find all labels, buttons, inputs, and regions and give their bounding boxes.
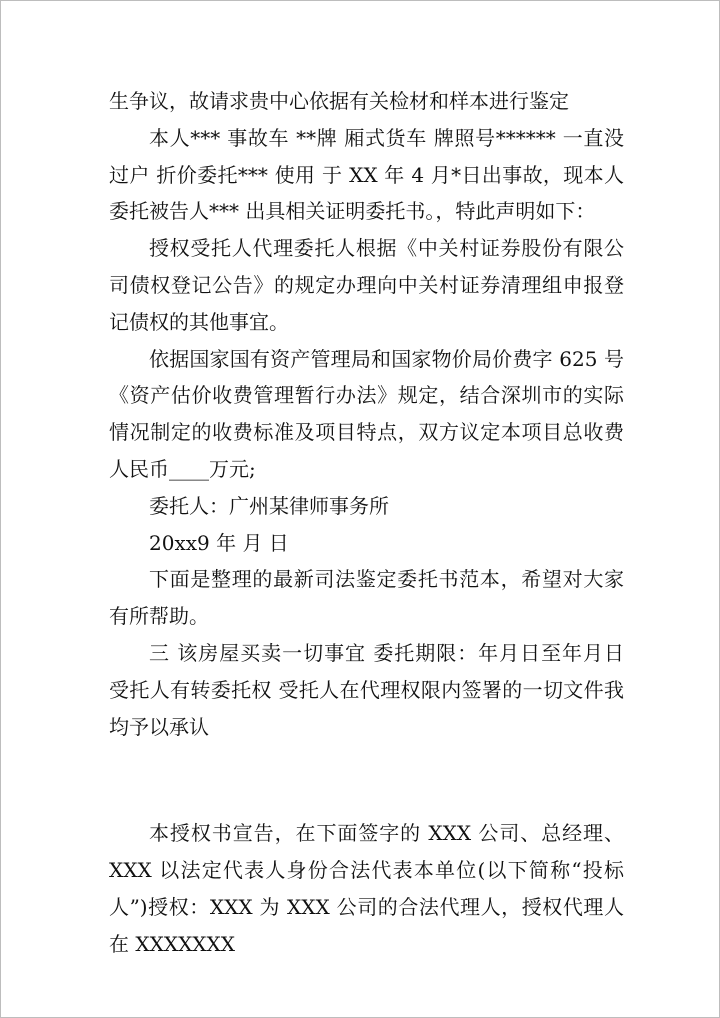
paragraph-spacer [109,745,624,815]
paragraph-template-note: 下面是整理的最新司法鉴定委托书范本，希望对大家有所帮助。 [109,567,624,629]
paragraph-property-matters: 三 该房屋买卖一切事宜 委托期限：年月日至年月日 受托人有转委托权 受托人在代理权限内签署的一切文件我均予以承认 [109,640,624,739]
paragraph-vehicle-statement: 本人*** 事故车 **牌 厢式货车 牌照号****** 一直没过户 折价委托*** 使用 于 XX 年 4 月*日出事故，现本人委托被告人*** 出具相关证明委托书。，特此声明如下： [109,125,624,224]
document-body [109,83,624,963]
principal-line: 委托人：广州某律师事务所 [149,493,389,518]
paragraph-authorization: 授权受托人代理委托人根据《中关村证券股份有限公司债权登记公告》的规定办理向中关村证券清理组申报登记债权的其他事宜。 [109,236,624,334]
paragraph-fee-basis: 依据国家国有资产管理局和国家物价局价费字 625 号《资产估价收费管理暂行办法》规定，结合深圳市的实际情况制定的收费标准及项目特点，双方议定本项目总收费人民币____万元; [109,346,624,481]
paragraph-power-of-attorney: 本授权书宣告，在下面签字的 XXX 公司、总经理、XXX 以法定代表人身份合法代表本单位(以下简称“投标人”)授权：XXX 为 XXX 公司的合法代理人，授权代理人在 XXXXXXX [109,821,624,956]
date-line: 20xx9 年 月 日 [149,530,289,555]
paragraph-continuation: 生争议，故请求贵中心依据有关检材和样本进行鉴定 [109,89,569,113]
